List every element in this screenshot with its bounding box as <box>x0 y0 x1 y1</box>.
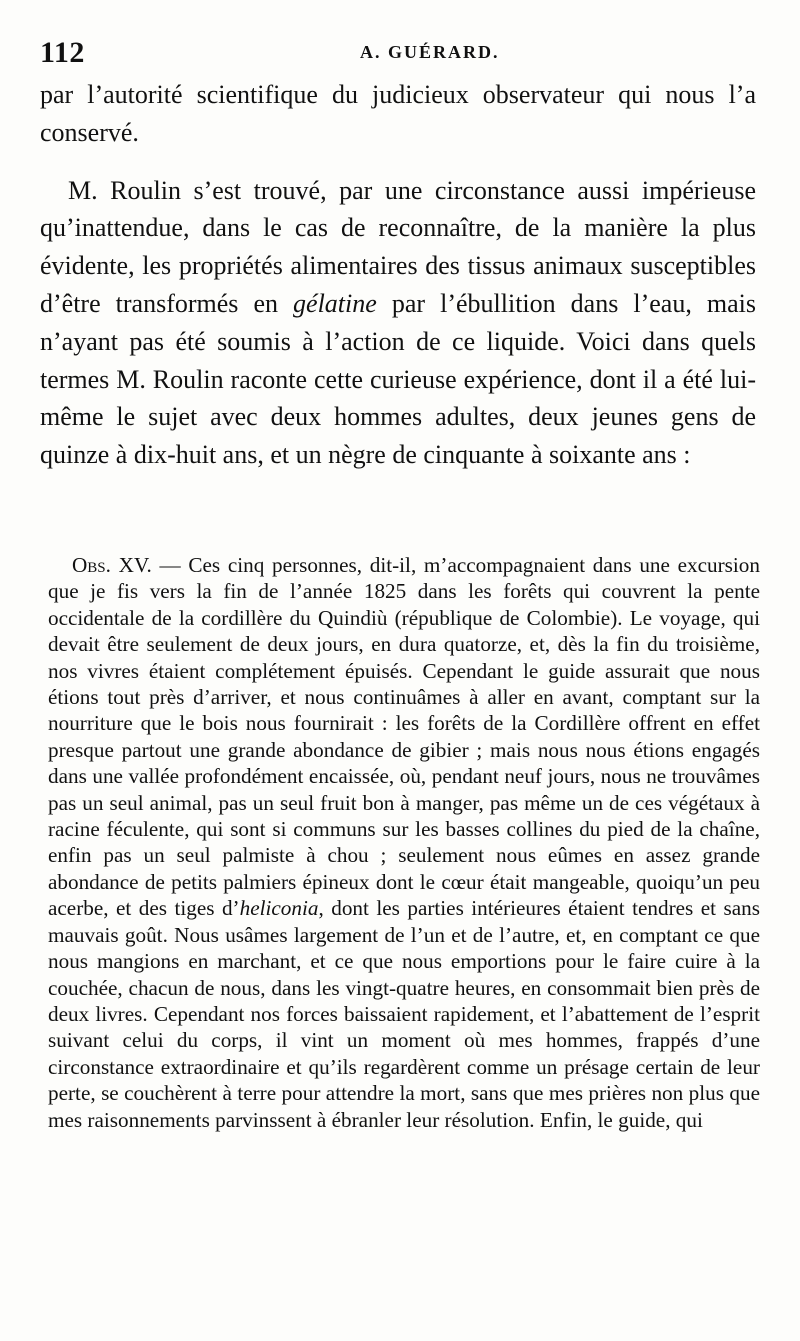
observation-block <box>48 552 760 1133</box>
observation-text-a: — Ces cinq personnes, dit-il, m’accompagnaient dans une excursion que je fis vers la fin de l’année 1825 dans les forêts qui couvrent la pente occidentale de la cordillère du Quindiù (république de Colombie). Le voyage, qui devait être seulement de deux jours, en dura quatorze, et, dès la fin du troisième, nos vivres étaient complétement épuisés. Cependant le guide assurait que nous étions tout près d’arriver, et nous continuâmes à aller en avant, comptant sur la nourriture que le bois nous fournirait : les forêts de la Cordillère offrent en effet presque partout une grande abondance de gibier ; mais nous nous étions engagés dans une vallée profondément encaissée, où, pendant neuf jours, nous ne trouvâmes pas un seul animal, pas un seul fruit bon à manger, pas même un de ces végétaux à racine féculente, qui sont si communs sur les basses collines du pied de la chaîne, enfin pas un seul palmiste à chou ; seulement nous eûmes en assez grande abondance de petits palmiers épineux dont le cœur était mangeable, quoiqu’un peu acerbe, et des tiges d’ <box>48 553 760 921</box>
paragraph-1: par l’autorité scientifique du judicieux observateur qui nous l’a conservé. <box>40 80 756 147</box>
running-head: A. GUÉRARD. <box>360 42 500 62</box>
paragraph-2-text-a: M. Roulin s’est trouvé, par une circonstance aussi impérieuse qu’inattendue, dans le cas de reconnaître, de la manière la plus évidente, les propriétés alimentaires des tissus animaux susceptibles d’être transformés en <box>40 175 756 318</box>
page-number: 112 <box>40 36 85 69</box>
observation-text-b: , dont les parties intérieures étaient tendres et sans mauvais goût. Nous usâmes largement de l’un et de l’autre, et, en comptant ce que nous mangions en marchant, et ce que nous emportions pour le faire cuire à la couchée, chacun de nous, dans les vingt-quatre heures, en consommait bien près de deux livres. Cependant nos forces baissaient rapidement, et l’abattement de l’esprit suivant celui du corps, il vint un moment où mes hommes, frappés d’une circonstance extraordinaire et qu’ils regardèrent comme un présage certain de leur perte, se couchèrent à terre pour attendre la mort, sans que mes prières non plus que mes raisonnements parvinssent à ébranler leur résolution. Enfin, le guide, qui <box>48 896 760 1132</box>
paragraph-2-italic: gélatine <box>293 288 377 318</box>
paragraph-2 <box>40 172 756 474</box>
observation-italic: heliconia <box>239 896 319 921</box>
page-header <box>40 36 760 69</box>
observation-paragraph <box>48 552 760 1133</box>
paragraph-2-text-b: par l’ébullition dans l’eau, mais n’ayant pas été soumis à l’action de ce liquide. Voici dans quels termes M. Roulin raconte cette curieuse expérience, dont il a été lui-même le sujet avec deux hommes adultes, deux jeunes gens de quinze à dix-huit ans, et un nègre de cinquante à soixante ans : <box>40 288 757 470</box>
main-text <box>40 76 756 474</box>
observation-label: Obs. XV. <box>72 553 152 577</box>
